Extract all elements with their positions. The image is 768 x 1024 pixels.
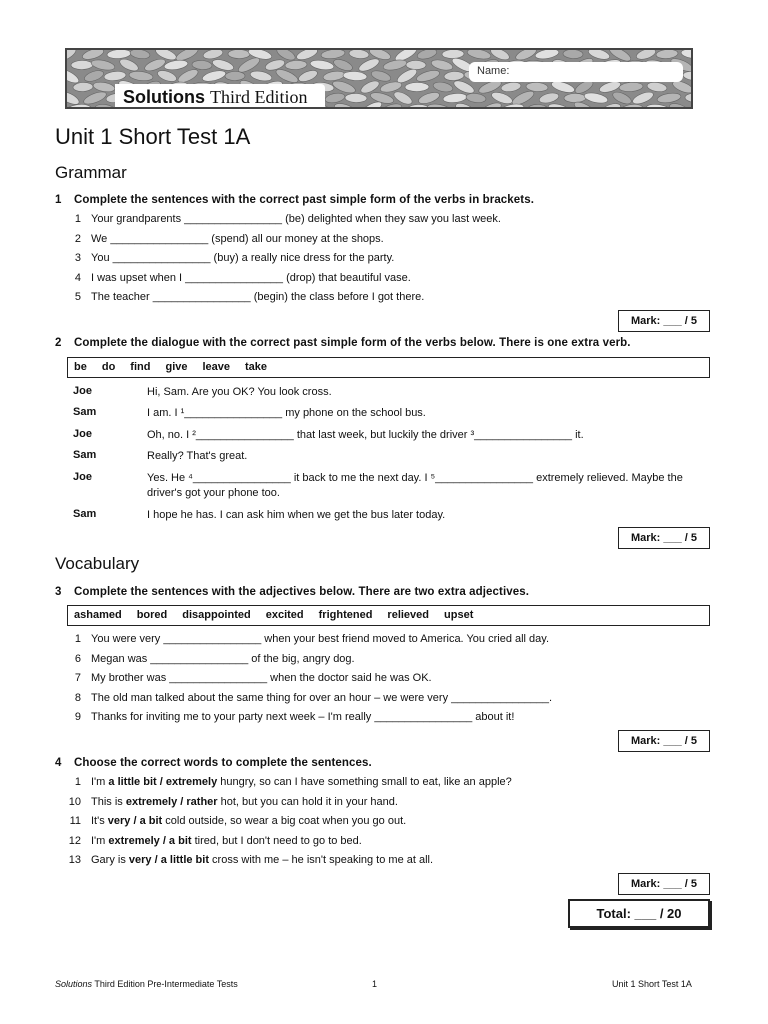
item-number: 5	[74, 291, 81, 303]
dialogue-line: I hope he has. I can ask him when we get the bus later today.	[147, 509, 446, 521]
item-sentence: I'm extremely / a bit tired, but I don't need to go to bed.	[91, 834, 362, 847]
dialogue-line: Hi, Sam. Are you OK? You look cross.	[147, 386, 332, 398]
word-box-item: relieved	[387, 609, 430, 621]
word-choice[interactable]: extremely / rather	[125, 795, 218, 808]
item-sentence: Thanks for inviting me to your party next week – I'm really ________________ about it!	[91, 711, 515, 723]
mark-box: Mark: ___ / 5	[618, 873, 710, 895]
word-box-item: take	[245, 361, 268, 373]
brand-logo: Solutions Third Edition	[123, 87, 308, 107]
dialogue-speaker: Sam	[73, 449, 97, 461]
mark-box: Mark: ___ / 5	[618, 310, 710, 332]
name-label: Name:	[477, 65, 510, 77]
word-box-item: give	[165, 361, 188, 373]
item-sentence: Your grandparents ________________ (be) delighted when they saw you last week.	[91, 213, 501, 225]
dialogue-line: I am. I ¹________________ my phone on the school bus.	[147, 407, 426, 419]
item-sentence: You were very ________________ when your best friend moved to America. You cried all day.	[91, 633, 550, 645]
dialogue-speaker: Sam	[73, 508, 97, 520]
dialogue-line: Yes. He ⁴________________ it back to me the next day. I ⁵________________ extremely relieved. Maybe the driver's got your phone too.	[147, 472, 683, 499]
item-sentence: It's very / a bit cold outside, so wear a big coat when you go out.	[91, 815, 407, 827]
word-box	[67, 605, 710, 626]
item-sentence: The teacher ________________ (begin) the class before I got there.	[91, 291, 425, 303]
item-sentence: This is extremely / rather hot, but you can hold it in your hand.	[91, 795, 398, 808]
question-instruction: Complete the dialogue with the correct past simple form of the verbs below. There is one extra verb.	[74, 337, 631, 349]
mark-box: Mark: ___ / 5	[618, 730, 710, 752]
question-number: 1	[55, 194, 62, 206]
item-number: 9	[74, 711, 81, 723]
item-number: 2	[74, 232, 81, 245]
question-instruction: Complete the sentences with the adjectives below. There are two extra adjectives.	[74, 586, 530, 598]
dialogue-speaker: Joe	[73, 428, 92, 440]
word-choice[interactable]: very / a little bit	[128, 854, 209, 866]
item-number: 1	[74, 213, 81, 225]
item-number: 1	[74, 633, 81, 645]
dialogue-speaker: Sam	[73, 406, 97, 418]
section-heading-vocabulary: Vocabulary	[55, 554, 140, 573]
word-box-item: leave	[202, 361, 231, 373]
word-box-item: do	[101, 361, 116, 373]
word-box-item: disappointed	[182, 609, 251, 621]
item-number: 1	[74, 776, 81, 788]
item-number: 3	[74, 252, 81, 264]
footer-page-number: 1	[372, 979, 378, 989]
footer-right: Unit 1 Short Test 1A	[612, 979, 692, 989]
item-sentence: I'm a little bit / extremely hungry, so can I have something small to eat, like an apple?	[91, 776, 512, 788]
dialogue-line: Really? That's great.	[147, 450, 248, 462]
footer-left: Solutions Third Edition Pre-Intermediate Tests	[55, 979, 238, 989]
question-number: 2	[55, 337, 62, 349]
word-box-item: ashamed	[74, 609, 122, 621]
name-field[interactable]	[469, 62, 683, 82]
dialogue-speaker: Joe	[73, 471, 92, 483]
item-number: 13	[68, 854, 81, 866]
word-box-item: be	[74, 361, 87, 373]
mark-box: Mark: ___ / 5	[618, 527, 710, 549]
dialogue-speaker: Joe	[73, 385, 92, 397]
item-sentence: Gary is very / a little bit cross with me – he isn't speaking to me at all.	[91, 854, 434, 866]
page-title: Unit 1 Short Test 1A	[55, 124, 251, 149]
item-number: 6	[74, 652, 81, 665]
item-sentence: You ________________ (buy) a really nice dress for the party.	[91, 252, 395, 264]
item-sentence: I was upset when I ________________ (drop) that beautiful vase.	[91, 271, 411, 284]
word-box-item: find	[130, 361, 151, 373]
word-choice[interactable]: a little bit / extremely	[108, 776, 218, 788]
item-sentence: We ________________ (spend) all our money at the shops.	[91, 232, 384, 245]
item-number: 12	[68, 834, 81, 847]
question-number: 3	[55, 586, 62, 598]
section-heading-grammar: Grammar	[55, 163, 127, 182]
word-box-item: frightened	[318, 609, 373, 621]
item-sentence: The old man talked about the same thing for over an hour – we were very ________________.	[91, 691, 553, 704]
item-number: 7	[74, 672, 81, 684]
item-sentence: Megan was ________________ of the big, angry dog.	[91, 652, 355, 665]
word-box	[67, 357, 710, 378]
item-sentence: My brother was ________________ when the doctor said he was OK.	[91, 672, 432, 684]
question-instruction: Choose the correct words to complete the sentences.	[74, 757, 372, 769]
item-number: 8	[74, 691, 81, 704]
header-banner	[65, 48, 693, 109]
word-choice[interactable]: extremely / a bit	[108, 834, 192, 847]
word-box-item: upset	[444, 609, 474, 621]
word-box-item: excited	[265, 609, 304, 621]
word-box-item: bored	[136, 609, 168, 621]
item-number: 11	[69, 815, 81, 827]
dialogue-line: Oh, no. I ²________________ that last week, but luckily the driver ³________________ it.	[147, 429, 584, 441]
word-choice[interactable]: very / a bit	[107, 815, 163, 827]
question-number: 4	[55, 757, 62, 769]
question-instruction: Complete the sentences with the correct past simple form of the verbs in brackets.	[74, 194, 535, 206]
total-score-box: Total: ___ / 20	[568, 899, 710, 928]
item-number: 10	[68, 795, 81, 808]
item-number: 4	[74, 271, 81, 284]
